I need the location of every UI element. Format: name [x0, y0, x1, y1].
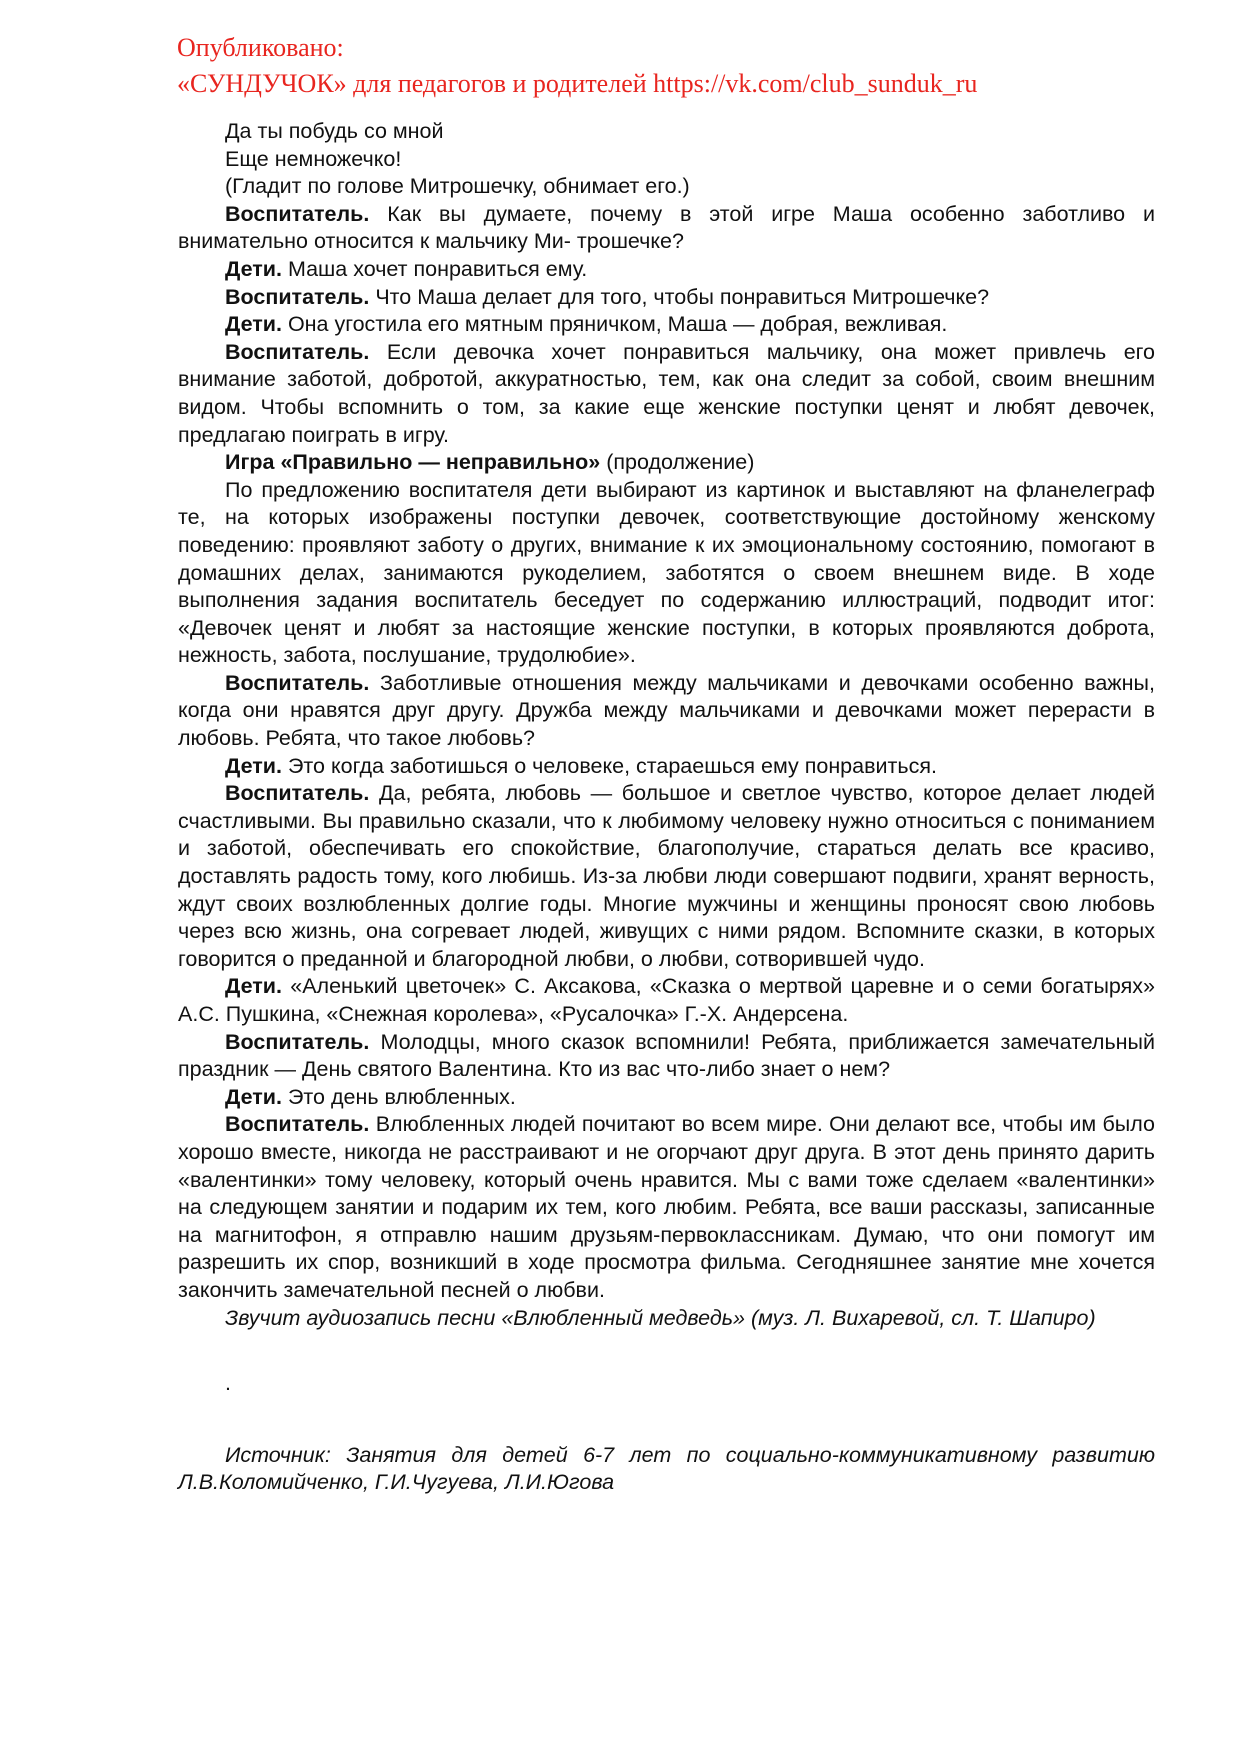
publication-header	[177, 30, 1177, 102]
dialogue-line: Дети. Она угостила его мятным пряничком, Маша — добрая, вежливая.	[225, 312, 948, 337]
game-title: Игра «Правильно — неправильно»	[225, 450, 601, 475]
speech-text: Если девочка хочет понравиться мальчику, она может привлечь его внимание заботой, добротой, аккуратностью, тем, как она следит за собой, своим внешним видом. Чтобы вспомнить о том, за какие еще женские поступки ценят и любят девочек, предлагаю поиграть в игру.	[178, 339, 1155, 447]
verse-stage-note: (Гладит по голове Митрошечку, обнимает его.)	[225, 174, 690, 199]
speech-text: Как вы думаете, почему в этой игре Маша особенно заботливо и внимательно относится к мальчику Ми- трошечке?	[178, 201, 1155, 254]
speaker-label: Воспитатель	[225, 781, 364, 806]
speech-text: Это день влюбленных.	[287, 1084, 516, 1109]
speaker-label: Воспитатель	[225, 201, 364, 226]
dialogue-line: Воспитатель. Влюбленных людей почитают во всем мире. Они делают все, чтобы им было хорошо вместе, никогда не расстраивают и не огорчают друг друга. В этот день принято дарить «валентинки» тому человеку, который очень нравится. Мы с вами тоже сделаем «валентинки» на следующем занятии и подарим их тем, кого любим. Ребята, все ваши рассказы, записанные на магнитофон, я отправлю нашим друзьям-первоклассникам. Думаю, что они помогут им разрешить их спор, возникший в ходе просмотра фильма. Сегодняшнее занятие мне хочется закончить замечательной песней о любви.	[178, 1112, 1155, 1302]
published-label: Опубликовано:	[177, 33, 344, 62]
speech-text: Она угостила его мятным пряничком, Маша — добрая, вежливая.	[287, 312, 948, 337]
speaker-label: Воспитатель	[225, 284, 364, 309]
dialogue-line: Дети. Маша хочет понравиться ему.	[225, 256, 588, 281]
published-source-link[interactable]: «СУНДУЧОК» для педагогов и родителей https://vk.com/club_sunduk_ru	[177, 69, 978, 98]
speaker-label: Воспитатель	[225, 670, 364, 695]
stage-direction: Звучит аудиозапись песни «Влюбленный медведь» (муз. Л. Вихаревой, сл. Т. Шапиро)	[225, 1305, 1096, 1330]
dialogue-line	[178, 973, 1155, 1028]
speech-text: Влюбленных людей почитают во всем мире. Они делают все, чтобы им было хорошо вместе, никогда не расстраивают и не огорчают друг друга. В этот день принято дарить «валентинки» тому человеку, который очень нравится. Мы с вами тоже сделаем «валентинки» на следующем занятии и подарим их тем, кого любим. Ребята, все ваши рассказы, записанные на магнитофон, я отправлю нашим друзьям-первоклассникам. Думаю, что они помогут им разрешить их спор, возникший в ходе просмотра фильма. Сегодняшнее занятие мне хочется закончить замечательной песней о любви.	[178, 1112, 1155, 1302]
dialogue-line: Воспитатель. Если девочка хочет понравиться мальчику, она может привлечь его внимание заботой, добротой, аккуратностью, тем, как она следит за собой, своим внешним видом. Чтобы вспомнить о том, за какие еще женские поступки ценят и любят девочек, предлагаю поиграть в игру.	[178, 339, 1155, 447]
document-body	[178, 118, 1155, 1497]
speaker-label: Воспитатель	[225, 1112, 364, 1137]
dialogue-line	[178, 1029, 1155, 1084]
verse-line: Да ты побудь со мной	[225, 119, 444, 143]
stray-dot: .	[225, 1371, 231, 1396]
dialogue-line: Воспитатель. Как вы думаете, почему в этой игре Маша особенно заботливо и внимательно относится к мальчику Ми- трошечке?	[178, 201, 1155, 254]
game-heading	[178, 449, 1155, 477]
dialogue-line: Воспитатель. Да, ребята, любовь — большое и светлое чувство, которое делает людей счастливыми. Вы правильно сказали, что к любимому человеку нужно относиться с пониманием и заботой, обеспечивать его спокойствие, благополучие, стараться делать все красиво, доставлять радость тому, кого любишь. Из-за любви люди совершают подвиги, хранят верность, ждут своих возлюбленных долгие годы. Многие мужчины и женщины проносят свою любовь через всю жизнь, она согревает людей, живущих с ними рядом. Вспомните сказки, в которых говорится о преданной и благородной любви, о любви, сотворившей чудо.	[178, 781, 1155, 971]
speech-text: «Аленький цветочек» С. Аксакова, «Сказка о мертвой царевне и о семи богатырях» А.С. Пушкина, «Снежная королева», «Русалочка» Г.-Х. Андерсена.	[178, 974, 1155, 1026]
speaker-label: Дети	[225, 256, 276, 281]
speaker-label: Дети.	[225, 974, 282, 999]
speech-text: Молодцы, много сказок вспомнили! Ребята, приближается замечательный праздник — День святого Валентина. Кто из вас что-либо знает о нем?	[178, 1029, 1156, 1082]
speech-text: Да, ребята, любовь — большое и светлое чувство, которое делает людей счастливыми. Вы правильно сказали, что к любимому человеку нужно относиться с пониманием и заботой, обеспечивать его спокойствие, благополучие, стараться делать все красиво, доставлять радость тому, кого любишь. Из-за любви люди совершают подвиги, хранят верность, ждут своих возлюбленных долгие годы. Многие мужчины и женщины проносят свою любовь через всю жизнь, она согревает людей, живущих с ними рядом. Вспомните сказки, в которых говорится о преданной и благородной любви, о любви, сотворившей чудо.	[178, 781, 1155, 971]
speech-text: Маша хочет понравиться ему.	[287, 256, 588, 281]
speaker-label: Дети	[225, 312, 276, 337]
verse-line: Еще немножечко!	[225, 146, 402, 171]
speaker-label: Дети.	[225, 1084, 282, 1109]
speech-text: Заботливые отношения между мальчиками и девочками особенно важны, когда они нравятся друг другу. Дружба между мальчиками и девочками может перерасти в любовь. Ребята, что такое любовь?	[178, 670, 1155, 751]
speaker-label: Дети.	[225, 753, 282, 778]
speaker-label: Воспитатель	[225, 339, 364, 364]
dialogue-line	[178, 1084, 1155, 1112]
dialogue-line: Воспитатель. Что Маша делает для того, чтобы понравиться Митрошечке?	[225, 284, 990, 309]
speech-text: Что Маша делает для того, чтобы понравиться Митрошечке?	[375, 284, 990, 309]
speech-text: Это когда заботишься о человеке, стараешься ему понравиться.	[287, 753, 937, 778]
game-description: По предложению воспитателя дети выбирают из картинок и выставляют на фланелеграф те, на которых изображены поступки девочек, соответствующие достойному женскому поведению: проявляют заботу о других, внимание к их эмоциональному состоянию, помогают в домашних делах, занимаются рукоделием, заботятся о своем внешнем виде. В ходе выполнения задания воспитатель беседует по содержанию иллюстраций, подводит итог: «Девочек ценят и любят за настоящие женские поступки, в которых проявляются доброта, нежность, забота, послушание, трудолюбие».	[178, 477, 1155, 668]
speaker-label: Воспитатель.	[225, 1029, 370, 1054]
game-note: (продолжение)	[600, 450, 755, 475]
dialogue-line: Воспитатель. Заботливые отношения между мальчиками и девочками особенно важны, когда они нравятся друг другу. Дружба между мальчиками и девочками может перерасти в любовь. Ребята, что такое любовь?	[178, 670, 1155, 751]
dialogue-line	[178, 753, 1155, 781]
source-citation: Источник: Занятия для детей 6-7 лет по социально-коммуникативному развитию Л.В.Коломийченко, Г.И.Чугуева, Л.И.Югова	[178, 1442, 1155, 1495]
